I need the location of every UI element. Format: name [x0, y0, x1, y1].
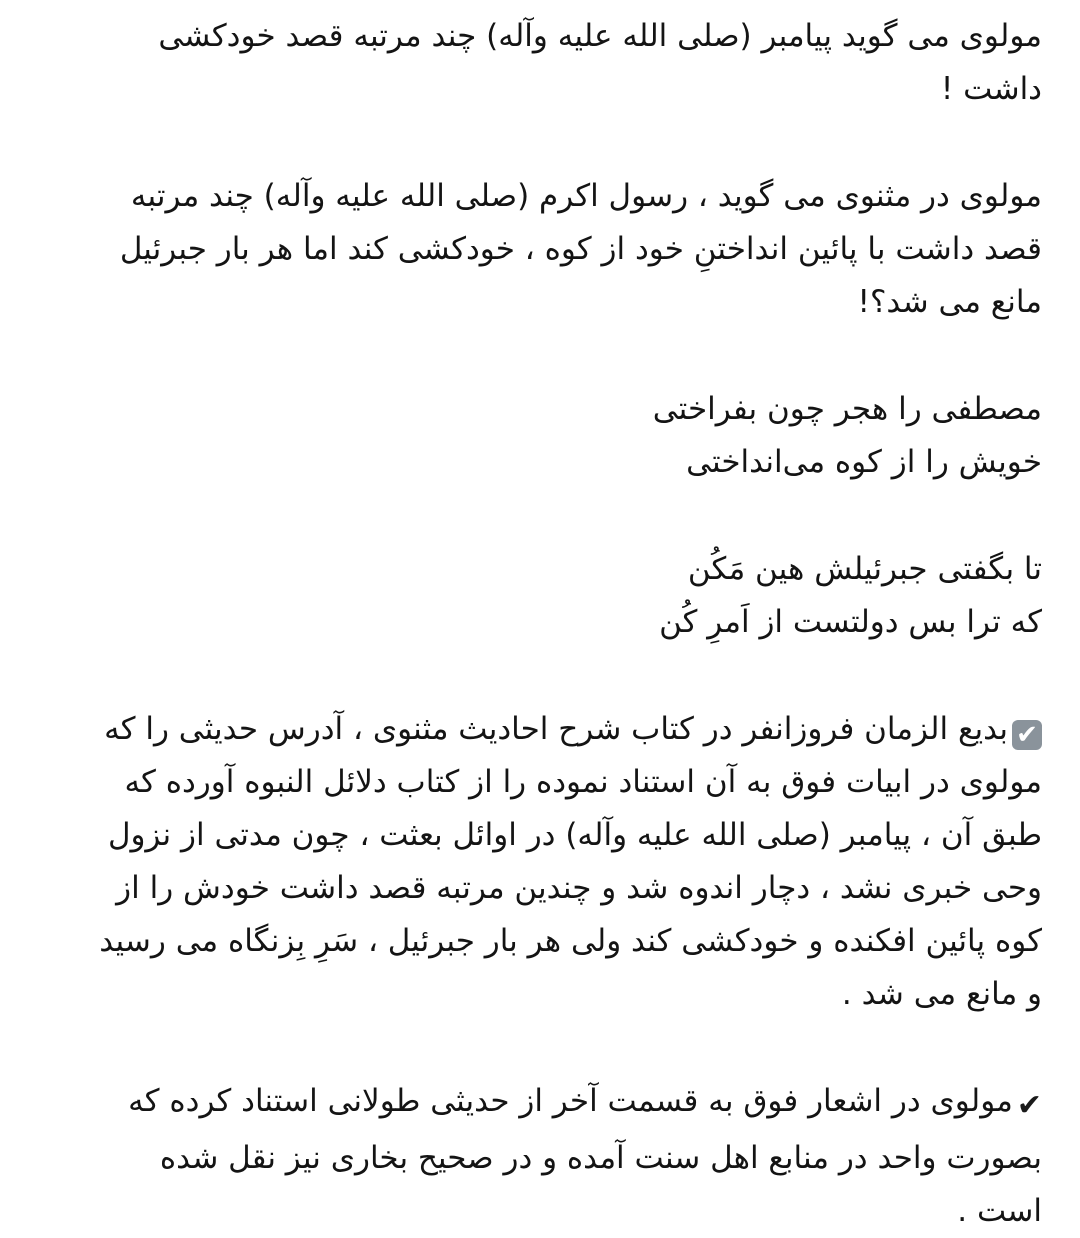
verse-line: که ترا بس دولتست از اَمرِ کُن: [659, 604, 1042, 640]
text-line: مولوی می گوید پیامبر (صلی الله علیه وآله) چند مرتبه قصد خودکشی: [158, 18, 1042, 54]
verse-couplet-2: [48, 543, 1042, 649]
note-text: مولوی در اشعار فوق به قسمت آخر از حدیثی طولانی استناد کرده که: [128, 1083, 1013, 1119]
text-line: قصد داشت با پائین انداختنِ خود از کوه ، خودکشی کند اما هر بار جبرئیل: [119, 231, 1042, 267]
text-line: داشت !: [940, 71, 1042, 107]
text-line: طبق آن ، پیامبر (صلی الله علیه وآله) در اوائل بعثت ، چون مدتی از نزول: [107, 817, 1042, 853]
text-line: مولوی در مثنوی می گوید ، رسول اکرم (صلی الله علیه وآله) چند مرتبه: [130, 178, 1042, 214]
text-line: [48, 703, 1042, 756]
check-box-icon: ✔: [1012, 720, 1042, 750]
text-line: [48, 1075, 1042, 1132]
intro-paragraph: [48, 10, 1042, 116]
note-foruzanfar: [48, 703, 1042, 1021]
masnavi-paragraph: [48, 170, 1042, 329]
text-line: کوه پائین افکنده و خودکشی کند ولی هر بار جبرئیل ، سَرِ بِزنگاه می رسید: [99, 923, 1042, 959]
text-line: بصورت واحد در منابع اهل سنت آمده و در صحیح بخاری نیز نقل شده: [159, 1140, 1042, 1176]
note-text: بدیع الزمان فروزانفر در کتاب شرح احادیث مثنوی ، آدرس حدیثی را که: [104, 711, 1008, 747]
check-mark-icon: ✔: [1016, 1088, 1042, 1123]
text-line: و مانع می شد .: [841, 976, 1042, 1012]
note-bukhari: [48, 1075, 1042, 1238]
verse-line: خویش را از کوه می‌انداختی: [686, 444, 1042, 480]
verse-line: مصطفی را هجر چون بفراختی: [652, 391, 1042, 427]
text-line: است .: [957, 1193, 1042, 1229]
text-line: مولوی در ابیات فوق به آن استناد نموده را از کتاب دلائل النبوه آورده که: [124, 764, 1042, 800]
verse-line: تا بگفتی جبرئیلش هین مَکُن: [687, 551, 1042, 587]
verse-couplet-1: [48, 383, 1042, 489]
text-line: وحی خبری نشد ، دچار اندوه شد و چندین مرتبه قصد داشت خودش را از: [116, 870, 1042, 906]
text-line: مانع می شد؟!: [857, 284, 1042, 320]
